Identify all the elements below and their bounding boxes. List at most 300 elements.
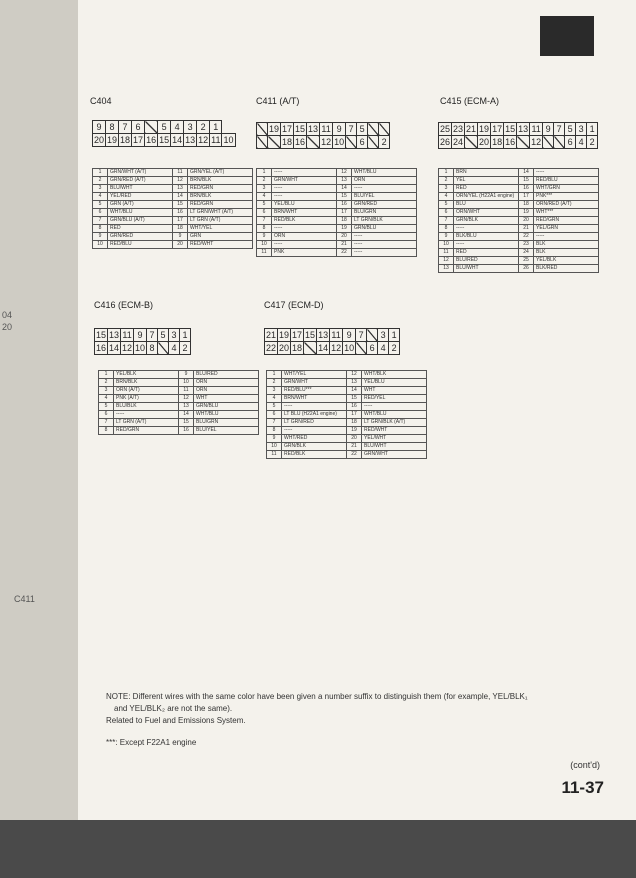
- wire-color: GRN/WHT: [362, 451, 427, 459]
- table-row: [99, 395, 259, 403]
- pin-cell: 25: [440, 124, 451, 134]
- terminal-number: 4: [267, 395, 282, 403]
- terminal-number: 3: [257, 185, 272, 193]
- note-line: ***: Except F22A1 engine: [106, 738, 197, 747]
- c404-wire-table: [92, 168, 253, 249]
- terminal-number: 1: [439, 169, 454, 177]
- pin-cell: 1: [587, 123, 598, 136]
- wire-color: BRN: [454, 169, 519, 177]
- c404-title: C404: [90, 96, 112, 106]
- wire-color: YEL: [454, 177, 519, 185]
- pin-cell: 1: [180, 329, 191, 342]
- table-row: [439, 241, 599, 249]
- terminal-number: 16: [519, 185, 534, 193]
- wire-color: LT GRN (A/T): [114, 419, 179, 427]
- table-row: [439, 233, 599, 241]
- pin-cell: 5: [158, 121, 171, 134]
- terminal-number: 5: [99, 403, 114, 411]
- pin-cell: 14: [318, 343, 329, 353]
- terminal-number: 5: [439, 201, 454, 209]
- c415-title: C415 (ECM-A): [440, 96, 500, 106]
- table-row: [257, 193, 417, 201]
- pin-cell: 6: [565, 136, 576, 149]
- wire-color: RED/WHT: [362, 427, 427, 435]
- wire-color: WHT/YEL: [282, 371, 347, 379]
- terminal-number: 14: [337, 185, 352, 193]
- margin-label: C411: [14, 594, 35, 604]
- wire-color: RED/BLU: [108, 241, 173, 249]
- pin-cell: 16: [505, 137, 516, 147]
- table-row: [99, 387, 259, 395]
- terminal-number: 21: [347, 443, 362, 451]
- table-row: [267, 387, 427, 395]
- wire-color: GRN: [188, 233, 253, 241]
- wire-color: GRN/BLU (A/T): [108, 217, 173, 225]
- pin-cell: 5: [565, 123, 576, 136]
- pin-cell: 15: [505, 124, 516, 134]
- wire-color: GRN/BLU: [194, 403, 259, 411]
- terminal-number: 14: [347, 387, 362, 395]
- terminal-number: 19: [337, 225, 352, 233]
- terminal-number: 18: [173, 225, 188, 233]
- pin-cell: 9: [93, 121, 106, 134]
- terminal-number: 9: [439, 233, 454, 241]
- terminal-number: 8: [93, 225, 108, 233]
- wire-color: BLU/GRN: [352, 209, 417, 217]
- terminal-number: 6: [439, 209, 454, 217]
- pin-cell: 12: [198, 135, 209, 145]
- wire-color: -----: [454, 241, 519, 249]
- pin-cell: 12: [331, 343, 342, 353]
- terminal-number: 11: [439, 249, 454, 257]
- pin-cell: [465, 136, 478, 149]
- pin-cell: 7: [554, 123, 565, 136]
- terminal-number: 10: [179, 379, 194, 387]
- margin-label: 20: [2, 322, 13, 332]
- terminal-number: 11: [257, 249, 272, 257]
- pin-cell: 24: [453, 137, 464, 147]
- table-row: [93, 185, 253, 193]
- terminal-number: 21: [519, 225, 534, 233]
- pin-cell: [257, 136, 268, 149]
- wire-color: BRN/WHT: [282, 395, 347, 403]
- pin-cell: 8: [106, 121, 119, 134]
- wire-color: WHT/BLK: [362, 371, 427, 379]
- terminal-number: 20: [519, 217, 534, 225]
- terminal-number: 1: [267, 371, 282, 379]
- table-row: [93, 193, 253, 201]
- terminal-number: 16: [347, 403, 362, 411]
- wire-color: PNK***: [534, 193, 599, 201]
- pin-cell: 18: [292, 343, 303, 353]
- wire-color: -----: [272, 185, 337, 193]
- pin-cell: [356, 342, 367, 355]
- terminal-number: 12: [439, 257, 454, 265]
- pin-cell: 10: [334, 137, 345, 147]
- wire-color: -----: [114, 411, 179, 419]
- pin-cell: 14: [109, 343, 120, 353]
- pin-cell: 3: [169, 329, 180, 342]
- wire-color: BLU: [454, 201, 519, 209]
- wire-color: RED/YEL: [362, 395, 427, 403]
- c417-wire-table: [266, 370, 427, 459]
- table-row: [267, 419, 427, 427]
- table-row: [267, 451, 427, 459]
- wire-color: BLU/RED: [194, 371, 259, 379]
- terminal-number: 2: [257, 177, 272, 185]
- wire-color: BLU/YEL: [194, 427, 259, 435]
- pin-cell: 9: [333, 123, 346, 136]
- pin-cell: 13: [185, 135, 196, 145]
- terminal-number: 18: [347, 419, 362, 427]
- c411-pin-row-bottom: [257, 136, 390, 149]
- pin-cell: 18: [492, 137, 503, 147]
- table-row: [93, 201, 253, 209]
- c417-title: C417 (ECM-D): [264, 300, 324, 310]
- pin-cell: 11: [331, 330, 341, 340]
- pin-cell: 2: [587, 136, 598, 149]
- table-row: [257, 217, 417, 225]
- table-row: [257, 241, 417, 249]
- c404-pin-row-top: [93, 121, 236, 134]
- terminal-number: 21: [337, 241, 352, 249]
- pin-cell: 10: [223, 135, 234, 145]
- wire-color: YEL/RED: [108, 193, 173, 201]
- wire-color: -----: [282, 403, 347, 411]
- continued-label: (cont'd): [570, 760, 600, 770]
- terminal-number: 8: [99, 427, 114, 435]
- table-row: [99, 419, 259, 427]
- table-row: [267, 443, 427, 451]
- terminal-number: 11: [173, 169, 188, 177]
- table-row: [439, 217, 599, 225]
- terminal-number: 22: [519, 233, 534, 241]
- c411-wire-table: [256, 168, 417, 257]
- c417-pin-row-top: [265, 329, 400, 342]
- table-row: [93, 225, 253, 233]
- scanner-edge: [0, 820, 636, 878]
- terminal-number: 16: [179, 427, 194, 435]
- wire-color: YEL/GRN: [534, 225, 599, 233]
- terminal-number: 10: [93, 241, 108, 249]
- wire-color: BLU/WHT: [362, 443, 427, 451]
- pin-cell: 20: [479, 137, 490, 147]
- terminal-number: 6: [267, 411, 282, 419]
- pin-cell: 2: [389, 342, 400, 355]
- terminal-number: 18: [519, 201, 534, 209]
- wire-color: LT GRN/WHT (A/T): [188, 209, 253, 217]
- pin-cell: 19: [479, 124, 490, 134]
- pin-cell: 20: [279, 343, 290, 353]
- c415-connector: [438, 122, 598, 149]
- pin-cell: [346, 136, 357, 149]
- pin-cell: 11: [321, 124, 331, 134]
- pin-cell: 7: [147, 329, 158, 342]
- pin-cell: 17: [292, 330, 303, 340]
- table-row: [93, 217, 253, 225]
- pin-cell: 6: [367, 342, 378, 355]
- pin-cell: 4: [378, 342, 389, 355]
- wire-color: RED/BLU***: [282, 387, 347, 395]
- wire-color: BRN/BLK: [114, 379, 179, 387]
- wire-color: RED/GRN: [114, 427, 179, 435]
- terminal-number: 15: [519, 177, 534, 185]
- terminal-number: 12: [173, 177, 188, 185]
- c417-connector: [264, 328, 400, 355]
- table-row: [99, 427, 259, 435]
- page-number: 11-37: [561, 778, 604, 797]
- terminal-number: 17: [519, 193, 534, 201]
- terminal-number: 4: [93, 193, 108, 201]
- pin-cell: 10: [344, 343, 355, 353]
- terminal-number: 9: [267, 435, 282, 443]
- pin-cell: [307, 136, 320, 149]
- terminal-number: 9: [179, 371, 194, 379]
- section-logo-icon: [540, 16, 594, 56]
- pin-cell: [379, 123, 390, 136]
- terminal-number: 1: [99, 371, 114, 379]
- wire-color: GRN/WHT: [282, 379, 347, 387]
- table-row: [99, 379, 259, 387]
- wire-color: BRN/BLK: [188, 193, 253, 201]
- wire-color: GRN/RED: [352, 201, 417, 209]
- c415-wire-table: [438, 168, 599, 273]
- wire-color: ORN/RED (A/T): [534, 201, 599, 209]
- terminal-number: 7: [439, 217, 454, 225]
- terminal-number: 12: [337, 169, 352, 177]
- pin-cell: [368, 123, 379, 136]
- c411-title: C411 (A/T): [256, 96, 300, 106]
- wire-color: YEL/BLU: [362, 379, 427, 387]
- c416-pin-row-top: [95, 329, 191, 342]
- pin-cell: 2: [379, 136, 390, 149]
- terminal-number: 8: [439, 225, 454, 233]
- terminal-number: 3: [439, 185, 454, 193]
- table-row: [99, 411, 259, 419]
- wire-color: BLU/WHT: [108, 185, 173, 193]
- table-row: [439, 257, 599, 265]
- note-line: NOTE: Different wires with the same color have been given a number suffix to distinguish them (for example, YEL/BLK₁: [106, 692, 528, 701]
- pin-cell: [145, 121, 158, 134]
- pin-cell: 19: [269, 124, 280, 134]
- pin-cell: 18: [282, 137, 293, 147]
- terminal-number: 3: [99, 387, 114, 395]
- table-row: [257, 233, 417, 241]
- terminal-number: 19: [519, 209, 534, 217]
- pin-cell: 12: [531, 137, 542, 147]
- table-row: [439, 225, 599, 233]
- c404-connector: [92, 120, 236, 147]
- wire-color: YEL/WHT: [362, 435, 427, 443]
- terminal-number: 18: [337, 217, 352, 225]
- pin-cell: 4: [576, 136, 587, 149]
- table-row: [267, 395, 427, 403]
- terminal-number: 11: [179, 387, 194, 395]
- pin-cell: 2: [197, 121, 210, 134]
- wire-color: RED/BLK: [282, 451, 347, 459]
- wire-color: GRN/WHT: [272, 177, 337, 185]
- wire-color: LT GRN/BLK (A/T): [362, 419, 427, 427]
- terminal-number: 3: [93, 185, 108, 193]
- terminal-number: 4: [439, 193, 454, 201]
- wire-color: ORN: [272, 233, 337, 241]
- wire-color: RED: [454, 185, 519, 193]
- terminal-number: 1: [257, 169, 272, 177]
- terminal-number: 17: [347, 411, 362, 419]
- wire-color: -----: [272, 169, 337, 177]
- c404-pin-row-bottom: [93, 134, 236, 147]
- pin-cell: 9: [343, 329, 356, 342]
- wire-color: -----: [362, 403, 427, 411]
- wire-color: WHT/BLU: [362, 411, 427, 419]
- terminal-number: 6: [257, 209, 272, 217]
- wire-color: -----: [272, 225, 337, 233]
- wire-color: RED/WHT: [188, 241, 253, 249]
- terminal-number: 22: [347, 451, 362, 459]
- wire-color: -----: [534, 233, 599, 241]
- pin-cell: 12: [122, 343, 133, 353]
- terminal-number: 2: [93, 177, 108, 185]
- terminal-number: 9: [257, 233, 272, 241]
- note-line: Related to Fuel and Emissions System.: [106, 716, 246, 725]
- table-row: [267, 371, 427, 379]
- wire-color: -----: [272, 241, 337, 249]
- terminal-number: 26: [519, 265, 534, 273]
- terminal-number: 5: [93, 201, 108, 209]
- wire-color: RED/GRN: [534, 217, 599, 225]
- wire-color: -----: [534, 169, 599, 177]
- pin-cell: 12: [321, 137, 332, 147]
- wire-color: -----: [352, 233, 417, 241]
- terminal-number: 14: [179, 411, 194, 419]
- wire-color: GRN/WHT (A/T): [108, 169, 173, 177]
- wire-color: GRN/RED (A/T): [108, 177, 173, 185]
- terminal-number: 15: [347, 395, 362, 403]
- table-row: [267, 379, 427, 387]
- wire-color: ORN/WHT: [454, 209, 519, 217]
- c416-connector: [94, 328, 191, 355]
- pin-cell: 6: [357, 136, 368, 149]
- table-row: [439, 169, 599, 177]
- note-line: and YEL/BLK₂ are not the same).: [114, 704, 233, 713]
- wire-color: -----: [352, 185, 417, 193]
- c415-pin-row-top: [439, 123, 598, 136]
- pin-cell: 21: [466, 124, 477, 134]
- wire-color: BLU/YEL: [352, 193, 417, 201]
- wire-color: WHT***: [534, 209, 599, 217]
- pin-cell: [554, 136, 565, 149]
- table-row: [257, 225, 417, 233]
- pin-cell: 11: [211, 135, 221, 145]
- wire-color: YEL/BLK: [534, 257, 599, 265]
- pin-cell: 15: [305, 330, 316, 340]
- table-row: [257, 249, 417, 257]
- table-row: [439, 209, 599, 217]
- wire-color: BLK: [534, 241, 599, 249]
- table-row: [257, 209, 417, 217]
- pin-cell: [257, 123, 268, 136]
- wire-color: RED: [454, 249, 519, 257]
- terminal-number: 9: [173, 233, 188, 241]
- wire-color: WHT/BLU: [194, 411, 259, 419]
- table-row: [439, 193, 599, 201]
- terminal-number: 15: [337, 193, 352, 201]
- pin-cell: 3: [184, 121, 197, 134]
- terminal-number: 24: [519, 249, 534, 257]
- table-row: [257, 177, 417, 185]
- wire-color: LT GRN/BLK: [352, 217, 417, 225]
- wire-color: RED/BLU: [534, 177, 599, 185]
- pin-cell: 13: [518, 124, 529, 134]
- terminal-number: 7: [93, 217, 108, 225]
- wire-color: BLU/RED: [454, 257, 519, 265]
- terminal-number: 2: [267, 379, 282, 387]
- table-row: [99, 403, 259, 411]
- pin-cell: 13: [308, 124, 319, 134]
- pin-cell: 13: [109, 330, 120, 340]
- pin-cell: 14: [172, 135, 183, 145]
- pin-cell: [158, 342, 169, 355]
- wire-color: ORN: [194, 387, 259, 395]
- pin-cell: 3: [576, 123, 587, 136]
- terminal-number: 9: [93, 233, 108, 241]
- wire-color: BLU/BLK: [114, 403, 179, 411]
- wire-color: RED/GRN: [188, 201, 253, 209]
- terminal-number: 20: [337, 233, 352, 241]
- pin-cell: 9: [134, 329, 147, 342]
- pin-cell: 8: [147, 342, 158, 355]
- terminal-number: 13: [173, 185, 188, 193]
- pin-cell: 2: [180, 342, 191, 355]
- terminal-number: 5: [267, 403, 282, 411]
- terminal-number: 22: [337, 249, 352, 257]
- table-row: [257, 185, 417, 193]
- left-page-margin: [0, 0, 78, 878]
- pin-cell: 13: [318, 330, 329, 340]
- table-row: [439, 249, 599, 257]
- pin-cell: [367, 329, 378, 342]
- wire-color: -----: [454, 225, 519, 233]
- terminal-number: 11: [267, 451, 282, 459]
- wire-color: WHT/GRN: [534, 185, 599, 193]
- terminal-number: 3: [267, 387, 282, 395]
- pin-cell: 4: [169, 342, 180, 355]
- wire-color: -----: [272, 193, 337, 201]
- terminal-number: 7: [267, 419, 282, 427]
- pin-cell: 11: [122, 330, 132, 340]
- pin-cell: 22: [266, 343, 277, 353]
- wire-color: GRN/BLK: [454, 217, 519, 225]
- wire-color: PNK: [272, 249, 337, 257]
- c417-pin-row-bottom: [265, 342, 400, 355]
- pin-cell: [268, 136, 281, 149]
- wire-color: -----: [282, 427, 347, 435]
- pin-cell: 11: [531, 124, 541, 134]
- wire-color: -----: [352, 241, 417, 249]
- table-row: [439, 185, 599, 193]
- pin-cell: 1: [389, 329, 400, 342]
- table-row: [93, 209, 253, 217]
- terminal-number: 19: [347, 427, 362, 435]
- wire-color: BRN/WHT: [272, 209, 337, 217]
- terminal-number: 20: [347, 435, 362, 443]
- pin-cell: 15: [96, 330, 107, 340]
- wire-color: ORN: [352, 177, 417, 185]
- terminal-number: 5: [257, 201, 272, 209]
- pin-cell: 19: [279, 330, 290, 340]
- table-row: [439, 265, 599, 273]
- wire-color: WHT/BLU: [352, 169, 417, 177]
